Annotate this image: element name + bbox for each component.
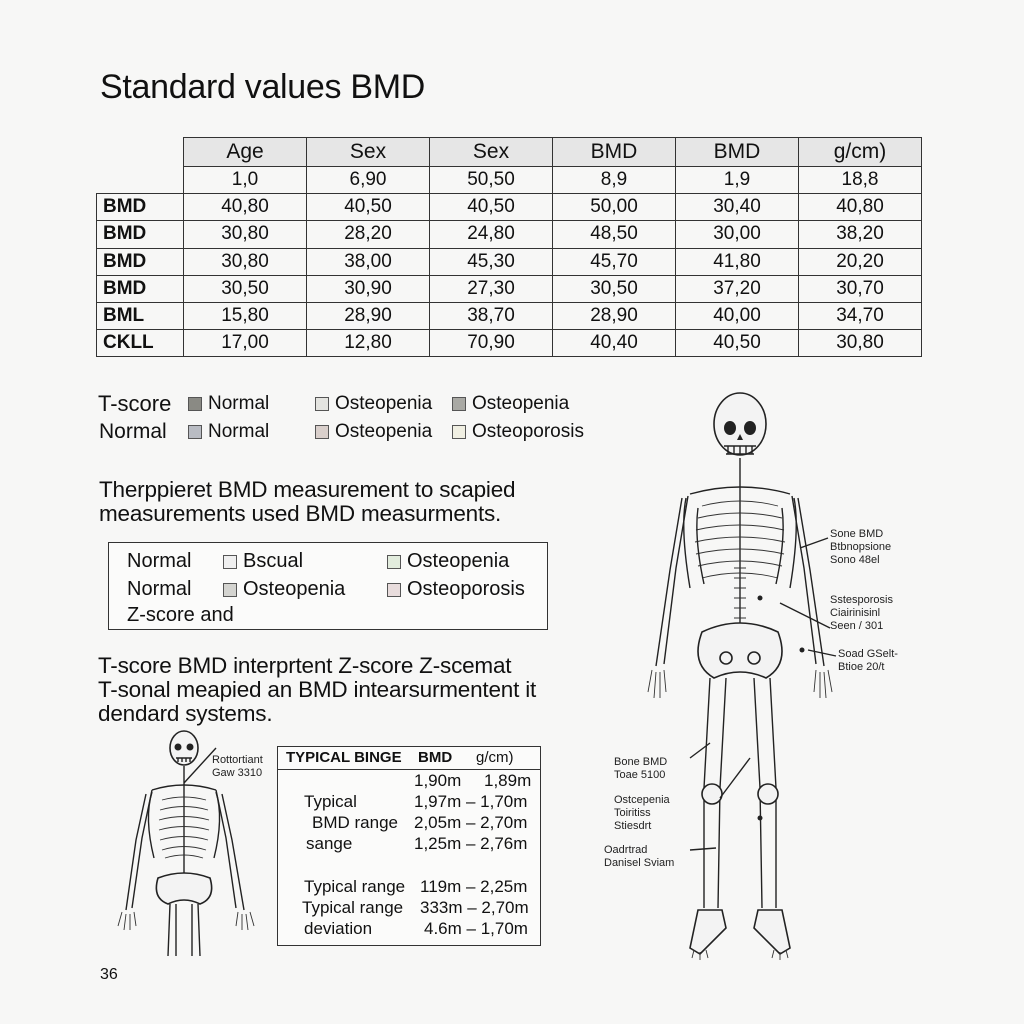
table-cell: 28,20	[307, 221, 430, 248]
bmd-standard-values-table	[96, 137, 922, 357]
legend-swatch	[223, 555, 237, 569]
table-row	[97, 167, 922, 194]
table-cell: 8,9	[553, 167, 676, 194]
table-cell: 24,80	[430, 221, 553, 248]
table-cell: 27,30	[430, 275, 553, 302]
legend-swatch	[387, 555, 401, 569]
paragraph-1: Therppieret BMD measurement to scapied measurements used BMD measurments.	[99, 477, 516, 526]
table-cell: 40,50	[676, 330, 799, 357]
table-cell: 17,00	[184, 330, 307, 357]
box-item: Bscual	[223, 550, 303, 573]
table-cell: 20,20	[799, 248, 922, 275]
table-cell: 34,70	[799, 302, 922, 329]
box-item: Osteopenia	[223, 578, 345, 601]
table-row	[97, 330, 922, 357]
range-value: 1,89m	[484, 771, 532, 790]
legend-text: Normal	[208, 421, 270, 442]
table-cell: 37,20	[676, 275, 799, 302]
legend-text: Osteopenia	[335, 421, 433, 442]
range-label: Typical range	[304, 877, 406, 896]
table-row	[97, 302, 922, 329]
annotation-5: Ostcepenia Toiritiss Stiesdrt	[614, 794, 670, 832]
legend-item	[452, 421, 584, 443]
annotation-4: Bone BMD Toae 5100	[614, 756, 668, 781]
range-value: 119m – 2,25m	[420, 877, 528, 896]
box-item: Osteopenia	[387, 550, 509, 573]
classification-box	[108, 542, 548, 630]
column-header: g/cm)	[799, 138, 922, 167]
column-header: Sex	[307, 138, 430, 167]
table-cell: 45,70	[553, 248, 676, 275]
table-cell: 40,80	[799, 194, 922, 221]
table-cell: 30,80	[184, 221, 307, 248]
range-header-2: BMD	[418, 749, 453, 766]
legend-text: Osteopenia	[472, 393, 570, 414]
table-cell: 18,8	[799, 167, 922, 194]
table-cell: 28,90	[307, 302, 430, 329]
page-title: Standard values BMD	[100, 68, 426, 106]
table-cell: 30,00	[676, 221, 799, 248]
legend-swatch	[452, 425, 466, 439]
legend-swatch	[188, 425, 202, 439]
table-cell: 30,70	[799, 275, 922, 302]
range-label: BMD range	[312, 813, 398, 832]
table-cell: 41,80	[676, 248, 799, 275]
legend-item	[188, 421, 269, 443]
table-cell: 40,40	[553, 330, 676, 357]
box-item: Osteoporosis	[387, 578, 525, 601]
range-value: 1,90m	[414, 771, 462, 790]
column-header: Age	[184, 138, 307, 167]
legend-swatch	[315, 425, 329, 439]
range-value: 2,05m – 2,70m	[414, 813, 528, 832]
table-cell: 40,80	[184, 194, 307, 221]
table-cell: 40,50	[430, 194, 553, 221]
range-label: deviation	[304, 919, 373, 938]
table-cell: 15,80	[184, 302, 307, 329]
small-skeleton-note: Rottortiant Gaw 3310	[212, 754, 263, 779]
table-cell: 30,80	[799, 330, 922, 357]
row-header: BMD	[97, 194, 184, 221]
table-cell: 1,9	[676, 167, 799, 194]
table-cell: 38,70	[430, 302, 553, 329]
table-cell: 30,80	[184, 248, 307, 275]
legend-text: Osteopenia	[335, 393, 433, 414]
legend-swatch	[452, 397, 466, 411]
table-row	[97, 221, 922, 248]
range-label: Typical	[304, 792, 357, 811]
table-row	[97, 194, 922, 221]
legend-text: Osteoporosis	[472, 421, 584, 442]
range-label: sange	[306, 834, 353, 853]
table-cell: 50,50	[430, 167, 553, 194]
annotation-1: Sone BMD Btbnopsione Sono 48el	[830, 528, 892, 566]
range-value: 1,25m – 2,76m	[414, 834, 528, 853]
column-header: BMD	[676, 138, 799, 167]
table-cell: 70,90	[430, 330, 553, 357]
legend-label-tscore: T-score	[98, 391, 172, 416]
legend-item	[452, 393, 569, 415]
legend-swatch	[315, 397, 329, 411]
range-value: 1,97m – 1,70m	[414, 792, 528, 811]
legend-item	[315, 393, 432, 415]
range-label: Typical range	[302, 898, 404, 917]
legend-label-normal: Normal	[99, 420, 167, 443]
table-cell: 30,50	[184, 275, 307, 302]
range-value: 4.6m – 1,70m	[424, 919, 528, 938]
legend-item	[188, 393, 269, 415]
table-cell: 38,00	[307, 248, 430, 275]
annotation-2: Sstesporosis Ciairinisinl Seen / 301	[830, 594, 893, 632]
table-cell: 40,50	[307, 194, 430, 221]
legend-swatch	[387, 583, 401, 597]
table-row	[97, 248, 922, 275]
table-cell: 50,00	[553, 194, 676, 221]
table-cell: 30,90	[307, 275, 430, 302]
annotation-6: Oadrtrad Danisel Sviam	[604, 844, 675, 869]
annotation-3: Soad GSelt- Btioe 20/t	[838, 648, 898, 673]
table-cell: 38,20	[799, 221, 922, 248]
column-header: Sex	[430, 138, 553, 167]
legend-item	[315, 421, 432, 443]
legend-text: Normal	[208, 393, 270, 414]
row-header: BMD	[97, 275, 184, 302]
paragraph-2: T-score BMD interprtent Z-score Z-scemat T-sonal meapied an BMD intearsurmentent it dendard systems.	[98, 653, 537, 726]
box-text: Normal	[127, 578, 192, 600]
range-value: 333m – 2,70m	[420, 898, 529, 917]
table-header-row	[97, 138, 922, 167]
range-header-3: g/cm)	[476, 749, 514, 766]
range-header-1: TYPICAL BINGE	[286, 749, 402, 766]
column-header: BMD	[553, 138, 676, 167]
table-cell: 30,50	[553, 275, 676, 302]
table-cell: 28,90	[553, 302, 676, 329]
large-skeleton-illustration	[640, 388, 840, 964]
legend-swatch	[223, 583, 237, 597]
table-cell: 45,30	[430, 248, 553, 275]
table-cell: 6,90	[307, 167, 430, 194]
row-header: BMD	[97, 248, 184, 275]
table-cell: 30,40	[676, 194, 799, 221]
box-text: Z-score and	[127, 604, 234, 626]
row-header: CKLL	[97, 330, 184, 357]
row-header: BML	[97, 302, 184, 329]
table-cell: 40,00	[676, 302, 799, 329]
legend-swatch	[188, 397, 202, 411]
table-cell: 1,0	[184, 167, 307, 194]
box-text: Normal	[127, 550, 192, 572]
page-number: 36	[100, 966, 118, 983]
row-header: BMD	[97, 221, 184, 248]
typical-range-box	[277, 746, 541, 946]
table-cell: 12,80	[307, 330, 430, 357]
table-cell: 48,50	[553, 221, 676, 248]
table-row	[97, 275, 922, 302]
